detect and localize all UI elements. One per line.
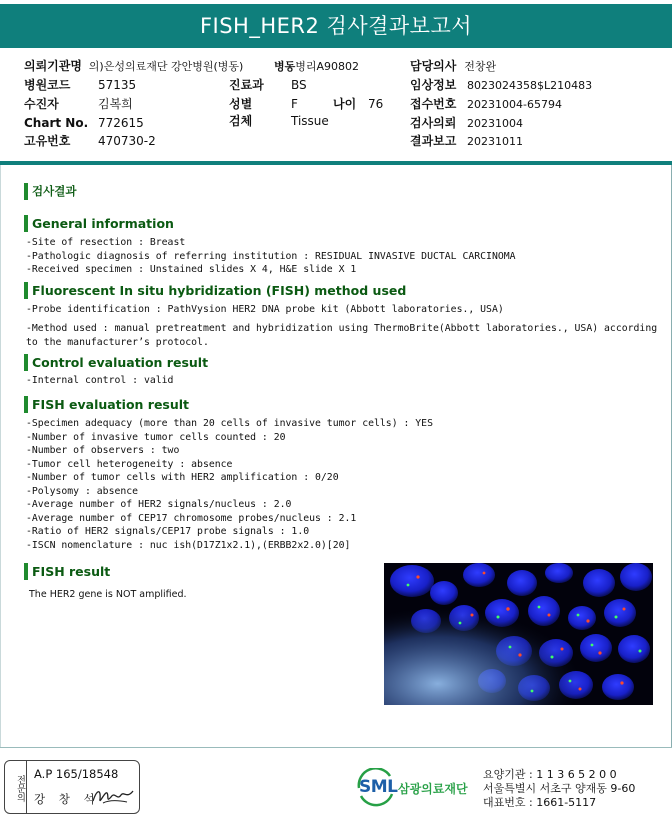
sml-logo (356, 768, 481, 808)
age-label: 나이 (333, 97, 357, 111)
ward-row (274, 58, 359, 75)
report-date-label: 결과보고 (410, 134, 457, 148)
result-heading: 검사결과 (24, 183, 76, 200)
method-line: to the manufacturer’s protocol. (26, 336, 209, 348)
address: 서울특별시 서초구 양재동 9-60 (483, 782, 636, 795)
department-label: 진료과 (229, 78, 264, 92)
fish-result-heading: FISH result (24, 563, 110, 580)
id-no-label: 고유번호 (24, 134, 71, 148)
hospital-code-value: 57135 (98, 78, 137, 92)
institution-code: 요양기관 : 1 1 3 6 5 2 0 0 (483, 768, 617, 781)
evaluation-line: -Average number of HER2 signals/nucleus : 2.0 (26, 499, 292, 510)
evaluation-line: -Polysomy : absence (26, 485, 139, 497)
request-date-value: 20231004 (467, 117, 523, 130)
receipt-no-value: 20231004-65794 (467, 98, 562, 111)
specimen-label: 검체 (229, 114, 253, 128)
evaluation-line: -Number of tumor cells with HER2 amplification : 0/20 (26, 472, 339, 483)
signer-label: 전문의 (5, 761, 27, 813)
patient-value: 김복희 (98, 97, 133, 111)
chart-no-label: Chart No. (24, 116, 89, 130)
evaluation-line: -Specimen adequacy (more than 20 cells of invasive tumor cells) : YES (26, 418, 433, 429)
general-line: -Received specimen : Unstained slides X 4, H&E slide X 1 (26, 264, 357, 275)
control-line: -Internal control : valid (26, 375, 174, 386)
general-line: -Pathologic diagnosis of referring institution : RESIDUAL INVASIVE DUCTAL CARCINOMA (26, 250, 516, 262)
institution-row (24, 58, 243, 75)
sex-value: F (291, 97, 298, 111)
doctor-label: 담당의사 (410, 59, 457, 73)
report-date-value: 20231011 (467, 135, 523, 148)
phone: 대표번호 : 1661-5117 (483, 796, 597, 809)
signature-box (4, 760, 140, 814)
method-line: -Method used : manual pretreatment and hybridization using ThermoBrite(Abbott laboratories., USA) according (26, 323, 658, 334)
control-heading: Control evaluation result (24, 354, 208, 371)
general-heading: General information (24, 215, 174, 232)
clinical-info-label: 임상정보 (410, 78, 457, 92)
receipt-no-label: 접수번호 (410, 97, 457, 111)
doctor-row (410, 58, 496, 75)
chart-no-value: 772615 (98, 116, 144, 130)
evaluation-line: -Average number of CEP17 chromosome probes/nucleus : 2.1 (26, 512, 357, 524)
general-line: -Site of resection : Breast (26, 237, 186, 248)
sex-label: 성별 (229, 97, 253, 111)
doctor-value: 전창완 (464, 60, 497, 73)
hospital-code-label: 병원코드 (24, 78, 71, 92)
department-value: BS (291, 78, 307, 92)
specimen-value: Tissue (291, 114, 329, 128)
evaluation-line: -ISCN nomenclature : nuc ish(D17Z1x2.1),(ERBB2x2.0)[20] (26, 539, 351, 551)
evaluation-heading: FISH evaluation result (24, 396, 189, 413)
footer-divider (0, 747, 672, 748)
hospital-code-row (24, 77, 70, 94)
signer-name: 강 창 석 (34, 792, 100, 806)
evaluation-line: -Number of observers : two (26, 445, 180, 456)
foundation-name: 삼광의료재단 (398, 782, 468, 796)
report-title: FISH_HER2 검사결과보고서 (0, 4, 672, 48)
sml-logo-text: SML (359, 777, 398, 797)
patient-label: 수진자 (24, 97, 59, 111)
evaluation-line: -Number of invasive tumor cells counted : 20 (26, 431, 286, 443)
age-value: 76 (368, 97, 384, 111)
evaluation-line: -Tumor cell heterogeneity : absence (26, 458, 233, 470)
fish-microscopy-image (384, 563, 653, 705)
ward-value: 병리A90802 (295, 60, 360, 73)
fish-result-text: The HER2 gene is NOT amplified. (29, 589, 187, 600)
ward-label: 병동 (274, 60, 296, 73)
handwritten-signature-icon (91, 785, 135, 807)
evaluation-line: -Ratio of HER2 signals/CEP17 probe signals : 1.0 (26, 526, 310, 537)
method-line: -Probe identification : PathVysion HER2 DNA probe kit (Abbott laboratories., USA) (26, 304, 504, 315)
id-no-value: 470730-2 (98, 134, 156, 148)
institution-label: 의뢰기관명 (24, 59, 82, 73)
method-heading: Fluorescent In situ hybridization (FISH) method used (24, 282, 406, 299)
license-number: A.P 165/18548 (34, 767, 119, 781)
request-date-label: 검사의뢰 (410, 116, 457, 130)
clinical-info-value: 8023024358$L210483 (467, 79, 593, 92)
institution-value: 의)은성의료재단 강안병원(병동) (88, 60, 244, 73)
